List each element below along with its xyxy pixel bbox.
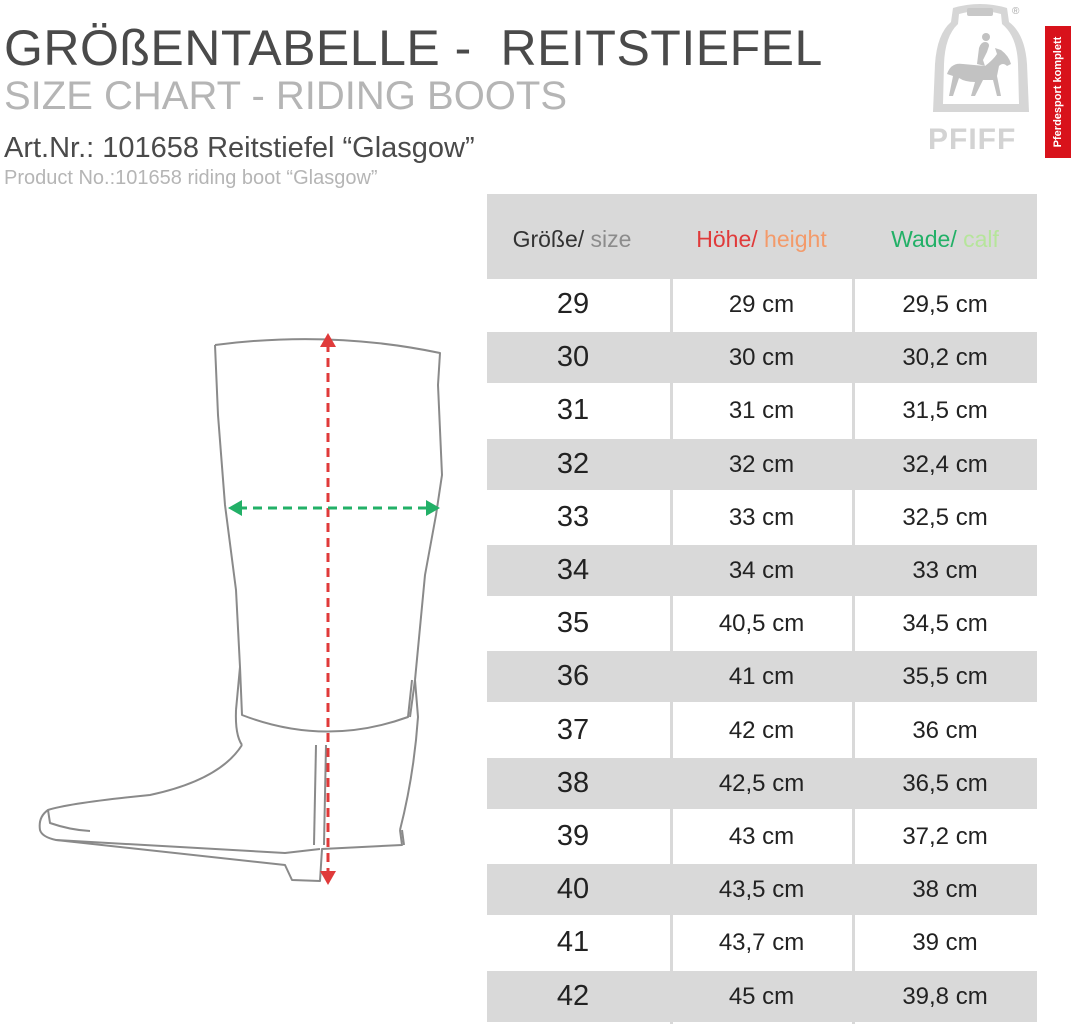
cell-calf: 38 cm — [912, 876, 978, 904]
cell-calf: 39,8 cm — [902, 982, 988, 1010]
table-row — [487, 332, 1037, 383]
cell-size: 42 — [556, 979, 590, 1012]
page-subtitle: SIZE CHART - RIDING BOOTS — [4, 74, 568, 118]
brand-name: PFIFF — [928, 123, 1017, 156]
table-row — [487, 758, 1037, 809]
header-height: Höhe/ height — [696, 226, 827, 252]
cell-size: 31 — [556, 394, 590, 427]
cell-height: 43,5 cm — [718, 876, 805, 904]
size-table — [487, 194, 1037, 1024]
cell-height: 41 cm — [728, 663, 795, 691]
table-row — [487, 864, 1037, 915]
cell-calf: 36 cm — [912, 716, 978, 744]
cell-calf: 32,4 cm — [902, 450, 988, 478]
cell-height: 43,7 cm — [718, 929, 805, 957]
cell-calf: 32,5 cm — [902, 503, 988, 531]
cell-size: 32 — [556, 447, 590, 480]
cell-calf: 35,5 cm — [902, 663, 988, 691]
cell-calf: 31,5 cm — [902, 397, 988, 425]
cell-size: 38 — [556, 766, 590, 799]
cell-size: 40 — [556, 873, 590, 906]
article-number-en: Product No.:101658 riding boot “Glasgow” — [4, 167, 378, 189]
table-row — [487, 971, 1037, 1022]
cell-height: 42,5 cm — [718, 769, 805, 797]
cell-size: 41 — [556, 926, 590, 959]
cell-height: 34 cm — [728, 557, 795, 584]
table-row — [487, 811, 1037, 862]
brand-badge-text: Pferdesport komplett — [1052, 36, 1064, 148]
cell-calf: 37,2 cm — [902, 823, 988, 850]
table-row — [487, 651, 1037, 702]
cell-size: 33 — [556, 500, 590, 533]
cell-calf: 34,5 cm — [902, 610, 988, 638]
cell-height: 29 cm — [728, 291, 795, 318]
table-row — [487, 439, 1037, 490]
cell-height: 30 cm — [728, 344, 795, 372]
cell-calf: 39 cm — [912, 929, 978, 957]
riding-boot-outline-icon — [30, 325, 460, 895]
table-row — [487, 385, 1037, 436]
cell-height: 32 cm — [728, 450, 795, 478]
table-row — [487, 917, 1037, 968]
table-row — [487, 492, 1037, 543]
cell-height: 42 cm — [728, 716, 795, 744]
column-divider — [852, 279, 855, 1024]
cell-height: 43 cm — [728, 823, 795, 850]
cell-size: 29 — [556, 288, 590, 320]
article-number-de: Art.Nr.: 101658 Reitstiefel “Glasgow” — [4, 132, 475, 164]
table-header — [487, 194, 1037, 279]
table-row — [487, 279, 1037, 330]
cell-size: 34 — [556, 554, 590, 586]
cell-calf: 36,5 cm — [902, 769, 988, 797]
cell-size: 30 — [556, 341, 590, 374]
table-row — [487, 705, 1037, 756]
page-title: GRÖßENTABELLE - REITSTIEFEL — [4, 20, 823, 76]
cell-calf: 29,5 cm — [902, 291, 988, 318]
cell-calf: 33 cm — [912, 557, 978, 584]
cell-size: 37 — [556, 713, 590, 746]
cell-calf: 30,2 cm — [902, 344, 988, 372]
cell-size: 35 — [556, 607, 590, 640]
cell-size: 36 — [556, 660, 590, 693]
table-row — [487, 598, 1037, 649]
table-row — [487, 545, 1037, 596]
cell-height: 33 cm — [728, 503, 795, 531]
cell-height: 45 cm — [728, 982, 795, 1010]
header-size: Größe/ size — [512, 226, 632, 252]
registered-mark: ® — [1012, 6, 1020, 17]
header-calf: Wade/ calf — [891, 226, 999, 252]
cell-height: 40,5 cm — [718, 610, 805, 638]
column-divider — [670, 279, 673, 1024]
cell-height: 31 cm — [728, 397, 795, 425]
cell-size: 39 — [556, 820, 590, 852]
brand-badge — [1045, 26, 1071, 158]
